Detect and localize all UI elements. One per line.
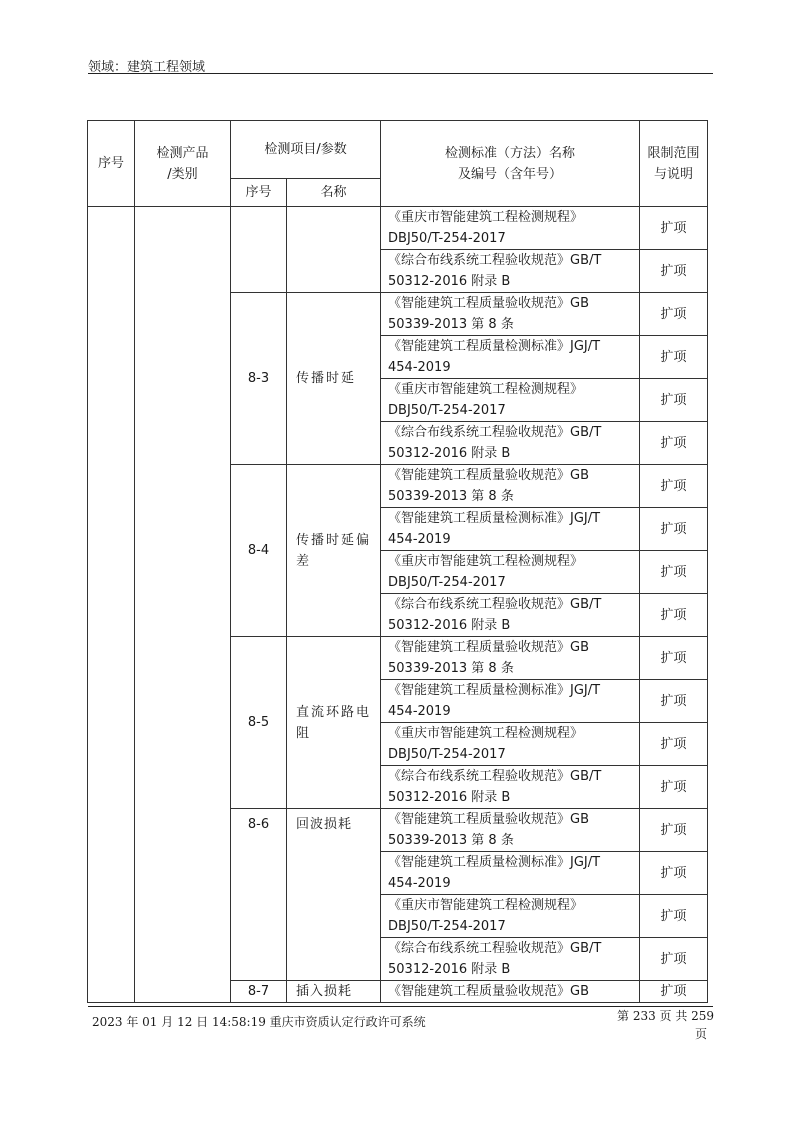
standard-cell: 《综合布线系统工程验收规范》GB/T 50312-2016 附录 B [381, 594, 640, 637]
limit-cell: 扩项 [640, 852, 708, 895]
header-item-name: 名称 [287, 179, 381, 207]
limit-cell: 扩项 [640, 981, 708, 1003]
item-name-cell: 回波损耗 [287, 809, 381, 981]
limit-cell: 扩项 [640, 551, 708, 594]
standard-cell: 《重庆市智能建筑工程检测规程》 DBJ50/T-254-2017 [381, 207, 640, 250]
item-seq-cell: 8-7 [231, 981, 287, 1003]
limit-cell: 扩项 [640, 293, 708, 336]
standard-cell: 《重庆市智能建筑工程检测规程》 DBJ50/T-254-2017 [381, 895, 640, 938]
limit-cell: 扩项 [640, 207, 708, 250]
limit-cell: 扩项 [640, 465, 708, 508]
seq-cell-empty [88, 207, 135, 1003]
standard-cell: 《智能建筑工程质量验收规范》GB [381, 981, 640, 1003]
limit-cell: 扩项 [640, 680, 708, 723]
standard-cell: 《综合布线系统工程验收规范》GB/T 50312-2016 附录 B [381, 250, 640, 293]
item-seq-cell: 8-3 [231, 293, 287, 465]
item-name-cell: 传播时延偏 差 [287, 465, 381, 637]
limit-cell: 扩项 [640, 594, 708, 637]
header-divider [88, 73, 713, 74]
header-item: 检测项目/参数 [231, 121, 381, 179]
item-seq-cell: 8-4 [231, 465, 287, 637]
accreditation-table [87, 120, 708, 1003]
header-item-seq: 序号 [231, 179, 287, 207]
standard-cell: 《智能建筑工程质量验收规范》GB 50339-2013 第 8 条 [381, 293, 640, 336]
item-name-cell: 直流环路电 阻 [287, 637, 381, 809]
item-name-cell [287, 207, 381, 293]
standard-cell: 《智能建筑工程质量验收规范》GB 50339-2013 第 8 条 [381, 637, 640, 680]
standard-cell: 《重庆市智能建筑工程检测规程》 DBJ50/T-254-2017 [381, 723, 640, 766]
standard-cell: 《智能建筑工程质量检测标准》JGJ/T 454-2019 [381, 508, 640, 551]
header-category: 检测产品 /类别 [135, 121, 231, 207]
limit-cell: 扩项 [640, 809, 708, 852]
limit-cell: 扩项 [640, 938, 708, 981]
category-cell-empty [135, 207, 231, 1003]
header-seq: 序号 [88, 121, 135, 207]
table-body [88, 207, 708, 1003]
limit-cell: 扩项 [640, 895, 708, 938]
limit-cell: 扩项 [640, 723, 708, 766]
standard-cell: 《重庆市智能建筑工程检测规程》 DBJ50/T-254-2017 [381, 379, 640, 422]
item-name-cell: 插入损耗 [287, 981, 381, 1003]
standard-cell: 《智能建筑工程质量检测标准》JGJ/T 454-2019 [381, 680, 640, 723]
limit-cell: 扩项 [640, 766, 708, 809]
standard-cell: 《综合布线系统工程验收规范》GB/T 50312-2016 附录 B [381, 422, 640, 465]
item-seq-cell [231, 207, 287, 293]
limit-cell: 扩项 [640, 250, 708, 293]
limit-cell: 扩项 [640, 508, 708, 551]
standard-cell: 《重庆市智能建筑工程检测规程》 DBJ50/T-254-2017 [381, 551, 640, 594]
item-seq-cell: 8-5 [231, 637, 287, 809]
item-seq-cell: 8-6 [231, 809, 287, 981]
standard-cell: 《综合布线系统工程验收规范》GB/T 50312-2016 附录 B [381, 938, 640, 981]
limit-cell: 扩项 [640, 637, 708, 680]
standard-cell: 《智能建筑工程质量检测标准》JGJ/T 454-2019 [381, 336, 640, 379]
limit-cell: 扩项 [640, 336, 708, 379]
standard-cell: 《智能建筑工程质量检测标准》JGJ/T 454-2019 [381, 852, 640, 895]
table-row [88, 207, 708, 250]
standard-cell: 《智能建筑工程质量验收规范》GB 50339-2013 第 8 条 [381, 809, 640, 852]
limit-cell: 扩项 [640, 379, 708, 422]
footer-page-number: 第 233 页 共 259 页 [617, 1009, 715, 1041]
table-header [88, 121, 708, 207]
standard-cell: 《综合布线系统工程验收规范》GB/T 50312-2016 附录 B [381, 766, 640, 809]
page-header-domain: 领域：建筑工程领域 [88, 60, 206, 75]
header-limit: 限制范围 与说明 [640, 121, 708, 207]
limit-cell: 扩项 [640, 422, 708, 465]
standard-cell: 《智能建筑工程质量验收规范》GB 50339-2013 第 8 条 [381, 465, 640, 508]
header-standard: 检测标准（方法）名称 及编号（含年号） [381, 121, 640, 207]
footer-timestamp: 2023 年 01 月 12 日 14:58:19 重庆市资质认定行政许可系统 [92, 1015, 426, 1029]
item-name-cell: 传播时延 [287, 293, 381, 465]
